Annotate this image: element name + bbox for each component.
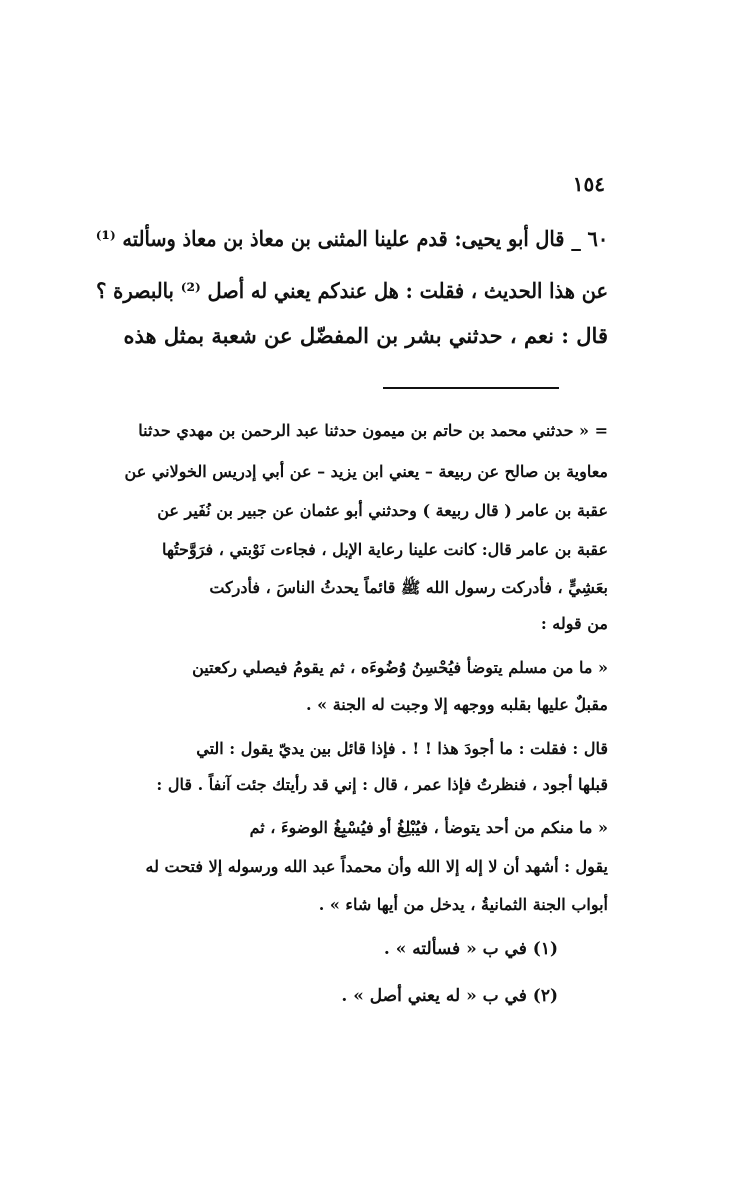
footnote-2: (٢) في ب « له يعني أصل » . bbox=[341, 986, 558, 1006]
footnote-separator bbox=[383, 387, 559, 389]
commentary-line-12: يقول : أشهد أن لا إله إلا الله وأن محمداً عبد الله ورسوله إلا فتحت له bbox=[145, 857, 608, 876]
main-text-line-1: ٦٠ _ قال أبو يحيى: قدم علينا المثنى بن معاذ بن معاذ وسألته ⁽¹⁾ bbox=[95, 226, 608, 251]
commentary-line-11: « ما منكم من أحد يتوضأ ، فيُبْلِغُ أو فيُسْبِغُ الوضوءَ ، ثم bbox=[249, 818, 608, 837]
page-number: ١٥٤ bbox=[572, 172, 605, 196]
commentary-line-3: عقبة بن عامر ( قال ربيعة ) وحدثني أبو عثمان عن جبير بن نُفَير عن bbox=[157, 501, 608, 520]
main-text-line-2: عن هذا الحديث ، فقلت : هل عندكم يعني له أصل ⁽²⁾ بالبصرة ؟ bbox=[96, 278, 608, 303]
commentary-line-10: قبلها أجود ، فنظرتُ فإذا عمر ، قال : إني قد رأيتك جئت آنفاً . قال : bbox=[156, 775, 608, 794]
commentary-line-8: مقبلٌ عليها بقلبه ووجهه إلا وجبت له الجنة » . bbox=[305, 695, 608, 714]
commentary-line-4: عقبة بن عامر قال: كانت علينا رعاية الإبل ، فجاءت نَوْبتي ، فرَوَّحتُها bbox=[161, 540, 608, 559]
main-text-line-3: قال : نعم ، حدثني بشر بن المفضّل عن شعبة بمثل هذه bbox=[123, 323, 608, 348]
footnote-1: (١) في ب « فسألته » . bbox=[383, 939, 558, 959]
commentary-line-2: معاوية بن صالح عن ربيعة – يعني ابن يزيد – عن أبي إدريس الخولاني عن bbox=[124, 462, 608, 481]
commentary-line-13: أبواب الجنة الثمانيةُ ، يدخل من أيها شاء » . bbox=[318, 895, 608, 914]
commentary-line-5: بعَشِيٍّ ، فأدركت رسول الله ﷺ قائماً يحدثُ الناسَ ، فأدركت bbox=[209, 578, 608, 597]
commentary-line-6: من قوله : bbox=[540, 614, 608, 633]
commentary-line-1: = « حدثني محمد بن حاتم بن ميمون حدثنا عبد الرحمن بن مهدي حدثنا bbox=[138, 421, 608, 440]
commentary-line-9: قال : فقلت : ما أجودَ هذا ! ! . فإذا قائل بين يديّ يقول : التي bbox=[196, 739, 608, 758]
commentary-line-7: « ما من مسلم يتوضأ فيُحْسِنُ وُضُوءَه ، ثم يقومُ فيصلي ركعتين bbox=[192, 658, 608, 677]
